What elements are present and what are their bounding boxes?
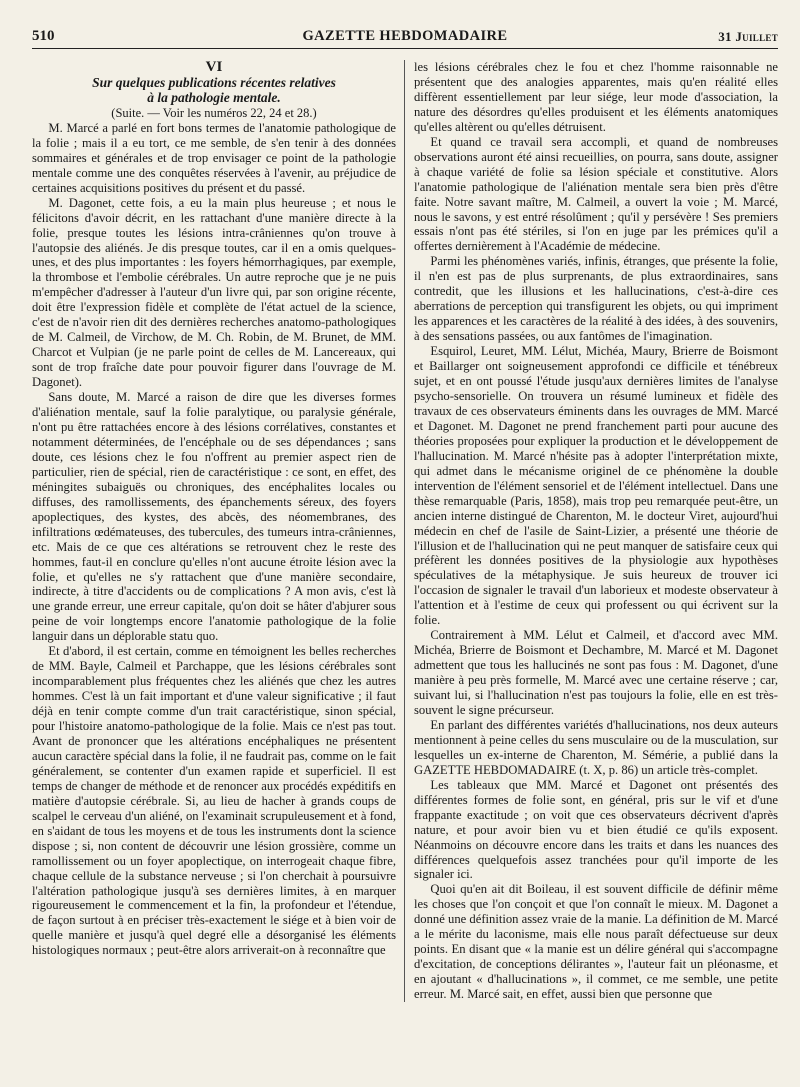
paragraph: Sans doute, M. Marcé a raison de dire que les diverses formes d'aliénation mentale, sauf la folie paralytique, ou paralysie générale, n'ont pu être rattachées encore à des lésions corrélatives, constantes et notamment déterminées, de l'encéphale ou de ses dépendances ; sans doute, ces lésions chez le fou n'offrent au premier aspect rien de particulier, rien de spécial, rien de caractéristique : ce sont, en effet, des méningites subaiguës ou chroniques, des encéphalites locales ou diffuses, des ramollissements, des épanchements séreux, des foyers apoplectiques, des kystes, des abcès, des néomembranes, des infiltrations œdémateuses, des tubercules, des tumeurs intra-crâniennes, etc. Mais de ce que ces altérations se retrouvent chez le reste des hommes, faut-il en conclure qu'elles n'ont aucune étroite lésion avec la folie, et qu'elles ne s'y rattachent que d'une manière secondaire, indirecte, à titre d'accidents ou de complications ? A mon avis, c'est là une grande erreur, une erreur capitale, qu'on doit se hâter d'abjurer sous peine de voir longtemps encore l'anatomie pathologique de la folie languir dans un déplorable statu quo. [32, 390, 396, 644]
left-column [32, 60, 405, 1002]
section-number: VI [205, 59, 223, 75]
article-title-line-1: Sur quelques publications récentes relatives [92, 74, 336, 90]
paragraph: Et quand ce travail sera accompli, et quand de nombreuses observations auront été ainsi recueillies, on pourra, sans doute, assigner à chaque variété de folie sa lésion spéciale et constitutive. Alors l'anatomie pathologique de l'aliénation mentale sera bien près d'être faite. Notre savant maître, M. Calmeil, a ouvert la voie ; M. Marcé, nous le savons, y est entré résolûment ; qu'il y persévère ! Ses premiers essais n'ont pas été stériles, si l'on en juge par les prémices qu'il a offertes dernièrement à l'Académie de médecine. [414, 134, 778, 254]
paragraph: M. Dagonet, cette fois, a eu la main plus heureuse ; et nous le félicitons d'avoir décrit, en les rattachant d'une manière directe à la folie, presque toutes les lésions intra-crâniennes qu'on trouve à l'autopsie des aliénés. Je dis presque toutes, car il en a omis quelques-unes, et des plus importantes : les foyers hémorrhagiques, par exemple, la thrombose et l'embolie cérébrales. Un autre reproche que je ne puis m'empêcher d'adresser à l'auteur d'un livre qui, par son origine récente, doit être l'expression fidèle et complète de l'état actuel de la science, c'est de n'avoir rien dit des dernières recherches anatomo-pathologiques de M. Calmeil, de Virchow, de M. Ch. Robin, de M. Brunet, de MM. Charcot et Vulpian (je ne parle point de celles de M. Lancereaux, qui sont de trop fraîche date pour pouvoir figurer dans l'ouvrage de M. Dagonet). [32, 195, 396, 390]
paragraph: Parmi les phénomènes variés, infinis, étranges, que présente la folie, il n'en est pas de plus surprenants, de plus extraordinaires, sans contredit, que les illusions et les hallucinations, c'est-à-dire ces aberrations de perception qui transfigurent les objets, ou qui impriment les apparences et les caractères de la réalité à des idées, à des souvenirs, à des sensations passées, ou aux fantômes de l'imagination. [414, 254, 778, 344]
paragraph: Quoi qu'en ait dit Boileau, il est souvent difficile de définir même les choses que l'on conçoit et que l'on connaît le mieux. M. Dagonet a donné une définition assez vraie de la manie. La définition de M. Marcé a le mérite du laconisme, mais elle nous paraît défectueuse sur deux points. En disant que « la manie est un délire général qui s'accompagne d'excitation, de conceptions délirantes », l'auteur fait un pléonasme, et en ajoutant « d'hallucinations », il commet, ce me semble, une petite erreur. M. Marcé sait, en effet, aussi bien que personne que [414, 882, 778, 1002]
journal-title: GAZETTE HEBDOMADAIRE [302, 28, 508, 44]
paragraph: Esquirol, Leuret, MM. Lélut, Michéa, Maury, Brierre de Boismont et Baillarger ont soigneusement approfondi ce difficile et ténébreux sujet, et en ont poussé l'étude jusqu'aux dernières limites de l'analyse psycho-sensorielle. On trouvera un résumé lumineux et fidèle des travaux de ces observateurs éminents dans les ouvrages de MM. Marcé et Dagonet. M. Dagonet ne prend franchement parti pour aucune des théories proposées pour expliquer la production et le développement de l'hallucination. M. Marcé n'hésite pas à adopter l'interprétation mixte, qui admet dans le mécanisme originel de ce phénomène la double intervention de l'élément sensoriel et de l'élément intellectuel. Dans une thèse remarquable (Paris, 1858), mais trop peu remarquée peut-être, un ancien interne distingué de Charenton, M. le docteur Viret, aujourd'hui médecin en chef de l'asile de Saint-Lizier, a présenté une théorie de l'illusion et de l'hallucination qui ne peut manquer de satisfaire ceux qui préfèrent les données positives de la physiologie aux hypothèses spéculatives de la métaphysique. Je suis heureux de trouver ici l'occasion de signaler le travail d'un laborieux et modeste observateur à l'attention et à l'estime de ceux qui professent ou qui écrivent sur la folie. [414, 344, 778, 628]
paragraph: Les tableaux que MM. Marcé et Dagonet ont présentés des différentes formes de folie sont, en général, pris sur le vif et d'une frappante exactitude ; on voit que ces observateurs décrivent d'après nature, et pour avoir bien vu et bien étudié ce qu'ils exposent. Néanmoins on découvre encore dans les traits et dans les nuances des différences quelquefois assez tranchées pour qu'il importe de les signaler ici. [414, 777, 778, 882]
paragraph: Et d'abord, il est certain, comme en témoignent les belles recherches de MM. Bayle, Calmeil et Parchappe, que les lésions cérébrales sont incomparablement plus fréquentes chez les aliénés que chez les autres hommes. C'est là un fait important et d'une valeur significative ; il faut déjà en tenir compte comme d'un trait caractéristique, sinon spécial, pour l'histoire anatomo-pathologique de la folie. Mais ce n'est pas tout. Avant de prononcer que les altérations encéphaliques ne présentent aucun caractère spécial dans la folie, il ne faudrait pas, comme on le fait généralement, se contenter d'un examen rapide et superficiel. Il est temps de changer de méthode et de renoncer aux procédés expéditifs en matière d'autopsie cérébrale. Si, au lieu de hacher à grands coups de scalpel le cerveau d'un aliéné, on l'examinait scrupuleusement et à fond, en s'aidant de tous les moyens et de tous les instruments dont la science dispose ; si, non content de découvrir une lésion grossière, comme un ramollissement ou un foyer apoplectique, on interrogeait chaque fibre, chaque cellule de la substance nerveuse ; si l'on cherchait à poursuivre l'altération pathologique jusqu'à ses dernières limites, à en marquer rigoureusement le commencement et la fin, la profondeur et l'étendue, de façon surtout à en préciser très-exactement le siége et à bien voir de quelle manière et jusqu'à quel degré elle a désorganisé les éléments histologiques normaux ; peut-être alors arriverait-on à reconnaître que [32, 644, 396, 958]
paragraph: les lésions cérébrales chez le fou et chez l'homme raisonnable ne présentent que des analogies apparentes, mais qu'en réalité elles diffèrent essentiellement par leur siége, leur mode d'association, la nature des désordres qu'elles produisent et les éléments anatomiques qu'elles altèrent ou qu'elles détruisent. [414, 60, 778, 134]
article-title-line-2: à la pathologie mentale. [147, 90, 281, 106]
running-header [32, 26, 778, 49]
paragraph: En parlant des différentes variétés d'hallucinations, nos deux auteurs mentionnent à peine celles du sens musculaire ou de la musculation, sur lesquelles un ex-interne de Charenton, M. Sémérie, a publié dans la GAZETTE HEBDOMADAIRE (t. X, p. 86) un article très-complet. [414, 717, 778, 777]
text-columns [32, 60, 778, 1002]
page-number: 510 [32, 28, 55, 44]
paragraph: Contrairement à MM. Lélut et Calmeil, et d'accord avec MM. Michéa, Brierre de Boismont et Dechambre, M. Marcé et M. Dagonet admettent que tous les hallucinés ne sont pas fous : M. Dagonet, d'une manière à peu près formelle, M. Marcé avec une certaine réserve ; car, suivant lui, si l'hallucination n'est pas toujours la folie, elle en est très-souvent le signe précurseur. [414, 628, 778, 717]
paragraph: M. Marcé a parlé en fort bons termes de l'anatomie pathologique de la folie ; mais il a eu tort, ce me semble, de s'en tenir à des données sommaires et générales et de trop envisager ce point de la pathologie mentale comme une des conquêtes réservées à l'avenir, au préjudice de certaines acquisitions positives du présent et du passé. [32, 120, 396, 195]
issue-date: 31 Juillet [718, 29, 778, 44]
right-column [405, 60, 778, 1002]
article-suite-note: (Suite. — Voir les numéros 22, 24 et 28.) [111, 105, 317, 120]
